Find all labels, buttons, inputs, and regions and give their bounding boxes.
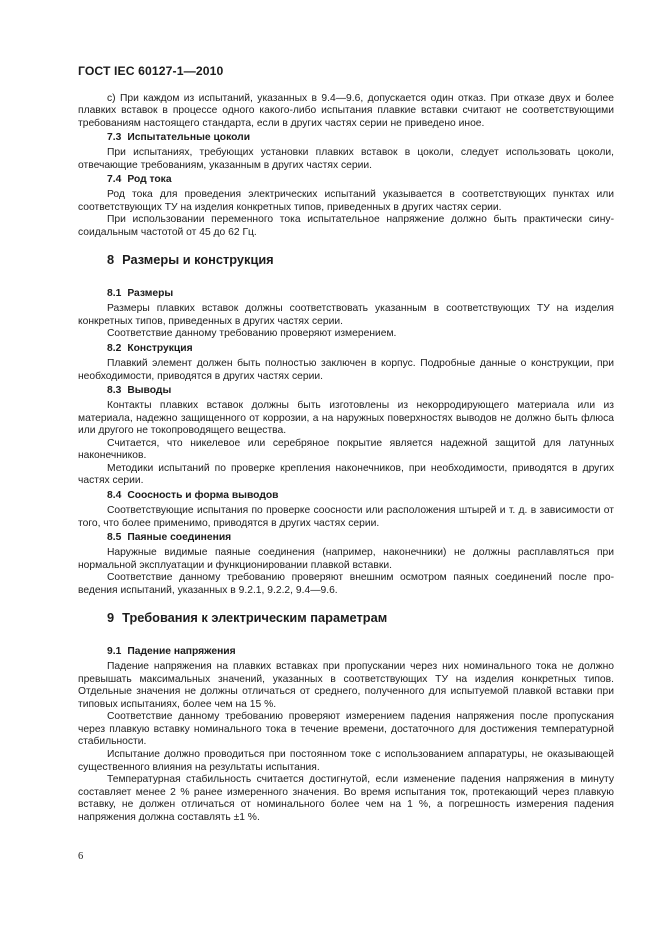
paragraph: Соответствие данному требованию проверяют измерением падения напряжения после пропускания через плавкую вставку номинального тока в течение времени, достаточного для достижения температурной стабильности.	[78, 711, 614, 748]
paragraph: Наружные видимые паяные соединения (например, наконечники) не должны расплавляться при нормальной эксплуатации и функционировании плавкой вставки.	[78, 547, 614, 571]
paragraph: Контакты плавких вставок должны быть изготовлены из некорродирующего материала или из материала, надежно защищенного от коррозии, а на наружных поверхностях выводов не должно быть флюса или другого не токопроводящего вещества.	[78, 400, 614, 437]
subsection-title: Конструкция	[127, 343, 193, 355]
paragraph: Считается, что никелевое или серебряное покрытие является надежной защитой для латунных наконечников.	[78, 437, 614, 462]
section-number: 8	[107, 252, 115, 268]
section-title: Размеры и конструкция	[122, 252, 274, 268]
paragraph: Испытание должно проводиться при постоянном токе с использованием аппаратуры, не оказывающей существенного влияния на результаты испытания.	[78, 748, 614, 773]
subsection-title: Размеры	[127, 288, 174, 300]
subsection-title: Падение напряжения	[127, 646, 236, 658]
subsection-number: 8.3	[107, 385, 122, 397]
subsection-title: Род тока	[127, 174, 172, 186]
section-heading-9	[78, 610, 614, 625]
subsection-title: Соосность и форма выводов	[127, 490, 279, 502]
subsection-number: 7.4	[107, 174, 122, 186]
subsection-heading-8-2	[78, 343, 614, 356]
page-number: 6	[78, 851, 84, 862]
paragraph: Плавкий элемент должен быть полностью заключен в корпус. Подробные данные о конструкции, при необходимости, приводятся в других частях серии.	[78, 358, 614, 382]
document-body	[78, 93, 614, 825]
subsection-heading-8-1	[78, 288, 614, 301]
subsection-number: 8.5	[107, 532, 122, 544]
subsection-number: 8.1	[107, 288, 122, 300]
subsection-title: Паяные соединения	[127, 532, 232, 544]
section-number: 9	[107, 610, 115, 626]
subsection-heading-8-5	[78, 532, 614, 545]
subsection-number: 9.1	[107, 646, 122, 658]
section-heading-8	[78, 252, 614, 267]
subsection-heading-8-4	[78, 490, 614, 503]
subsection-heading-7-3	[78, 132, 614, 145]
paragraph: Соответствие данному требованию проверяют внешним осмотром паяных соединений после проведения испытаний, указанных в 9.2.1, 9.2.2, 9.4—9.6.	[78, 572, 614, 596]
paragraph: Размеры плавких вставок должны соответствовать указанным в соответствующих ТУ на изделия конкретных типов, приведенных в других частях серии.	[78, 303, 614, 327]
paragraph-7-2-c: с) При каждом из испытаний, указанных в 9.4—9.6, допускается один отказ. При отказе двух и более плавких вставок в процессе одного какого-либо испытания плавкие вставки считают не соответствующими требованиям настоящего стандарта, если в других частях серии не приведено иное.	[78, 92, 614, 129]
subsection-heading-9-1	[78, 646, 614, 659]
section-title: Требования к электрическим параметрам	[122, 610, 388, 626]
paragraph: При использовании переменного тока испытательное напряжение должно быть практически синусоидальным частотой от 45 до 62 Гц.	[78, 214, 614, 238]
subsection-title: Испытательные цоколи	[127, 132, 251, 144]
subsection-number: 7.3	[107, 132, 122, 144]
paragraph: Методики испытаний по проверке крепления наконечников, при необходимости, приводятся в других частях серии.	[78, 462, 614, 487]
paragraph: Род тока для проведения электрических испытаний указывается в соответствующих пунктах или соответствующих ТУ на изделия конкретных типов, приведенных в других частях серии.	[78, 189, 614, 213]
paragraph: Соответствие данному требованию проверяют измерением.	[107, 328, 397, 340]
paragraph: Соответствующие испытания по проверке соосности или расположения штырей и т. д. в зависимости от того, что более применимо, приводятся в других частях серии.	[78, 504, 614, 529]
subsection-number: 8.2	[107, 343, 122, 355]
subsection-number: 8.4	[107, 490, 122, 502]
subsection-heading-7-4	[78, 174, 614, 187]
paragraph: Падение напряжения на плавких вставках при пропускании через них номинального тока не должно превышать максимальных значений, указанных в соответствующих ТУ на изделия конкретных типов. Отдельные значения не должны отличаться от среднего, полученного для испытуемой плавкой вставки при типовых испытаниях, более чем на 15 %.	[78, 661, 614, 710]
subsection-heading-8-3	[78, 385, 614, 398]
document-header: ГОСТ IEC 60127-1—2010	[78, 64, 224, 78]
subsection-title: Выводы	[127, 385, 172, 397]
paragraph: Температурная стабильность считается достигнутой, если изменение падения напряжения в минуту составляет менее 2 % ранее измеренного значения. Во время испытания ток, протекающий через плавкую вставку, не должен отличаться от номинального более чем на 1 %, а погрешность измерения падения напряжения должна составлять ±1 %.	[78, 774, 614, 823]
paragraph: При испытаниях, требующих установки плавких вставок в цоколи, следует использовать цоколи, отвечающие требованиям, указанным в других частях серии.	[78, 147, 614, 171]
